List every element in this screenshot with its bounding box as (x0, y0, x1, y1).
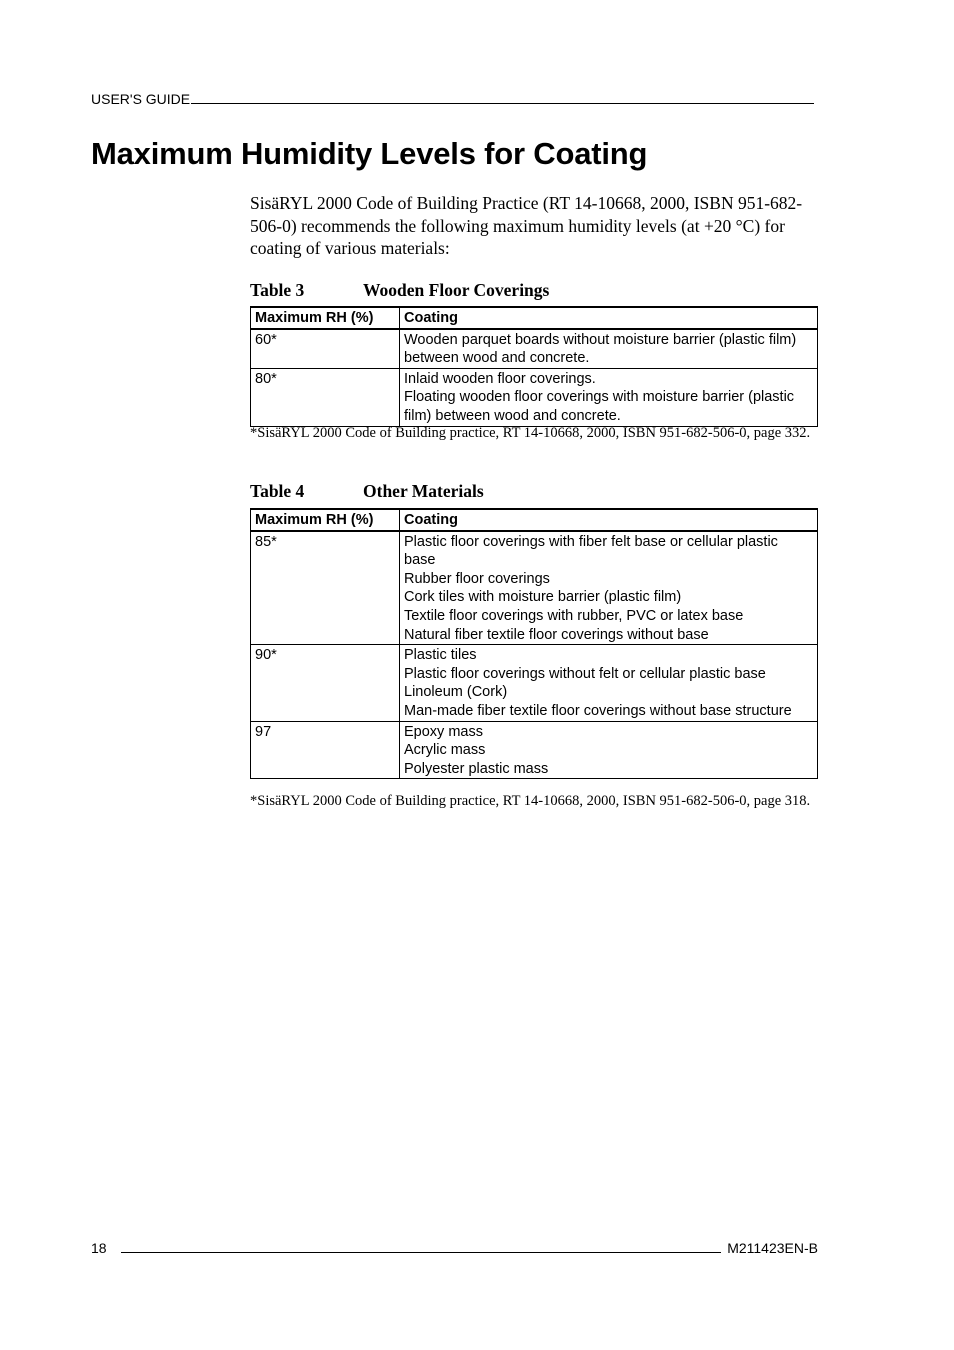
table4-rh-cell: 85* (251, 531, 400, 645)
footer-rule (121, 1251, 722, 1253)
coating-line: Floating wooden floor coverings with moisture barrier (plastic film) between wood and concrete. (404, 389, 795, 424)
table3-coating-cell (400, 329, 818, 369)
coating-line: Inlaid wooden floor coverings. (404, 370, 596, 387)
intro-paragraph: SisäRYL 2000 Code of Building Practice (RT 14-10668, 2000, ISBN 951-682-506-0) recommends the following maximum humidity levels (at +20 °C) for coating of various materials: (250, 193, 803, 258)
page-title: Maximum Humidity Levels for Coating (91, 136, 648, 171)
coating-line: Polyester plastic mass (404, 760, 549, 777)
table4-coating-cell (400, 645, 818, 721)
table4-footnote: *SisäRYL 2000 Code of Building practice, RT 14-10668, 2000, ISBN 951-682-506-0, page 318. (250, 793, 811, 809)
doc-code: M211423EN-B (727, 1240, 818, 1256)
coating-line: Plastic tiles (404, 647, 477, 664)
table3-header-rh: Maximum RH (%) (251, 307, 400, 329)
table-row (251, 531, 818, 645)
coating-line: Plastic floor coverings without felt or cellular plastic base (404, 665, 766, 682)
table4 (250, 508, 818, 779)
table4-header-rh: Maximum RH (%) (251, 509, 400, 531)
coating-line: Wooden parquet boards without moisture barrier (plastic film) between wood and concrete. (404, 331, 797, 367)
table3-header-coating: Coating (400, 307, 818, 329)
table3-footnote: *SisäRYL 2000 Code of Building practice, RT 14-10668, 2000, ISBN 951-682-506-0, page 332. (250, 425, 811, 441)
coating-line: Man-made fiber textile floor coverings without base structure (404, 702, 792, 719)
table3-rh-cell: 60* (251, 329, 400, 369)
table3-rh-cell: 80* (251, 368, 400, 426)
table4-header-row (251, 509, 818, 531)
table3-coating-cell (400, 368, 818, 426)
table4-title: Other Materials (363, 481, 484, 501)
table-row (251, 645, 818, 721)
running-footer (91, 1240, 818, 1256)
coating-line: Plastic floor coverings with fiber felt base or cellular plastic base (404, 533, 778, 569)
coating-line: Natural fiber textile floor coverings without base (404, 626, 709, 643)
table3 (250, 306, 818, 427)
running-header (91, 91, 814, 107)
header-rule (191, 102, 814, 104)
table4-header-coating: Coating (400, 509, 818, 531)
table-row (251, 721, 818, 779)
coating-line: Acrylic mass (404, 742, 486, 759)
table4-coating-cell (400, 721, 818, 779)
table4-caption (250, 481, 484, 502)
table3-title: Wooden Floor Coverings (363, 280, 550, 300)
page-number: 18 (91, 1240, 107, 1256)
coating-line: Epoxy mass (404, 723, 483, 740)
table4-number: Table 4 (250, 481, 305, 501)
table-row (251, 329, 818, 369)
coating-line: Linoleum (Cork) (404, 684, 508, 701)
table4-rh-cell: 90* (251, 645, 400, 721)
table-row (251, 368, 818, 426)
table3-caption (250, 280, 549, 301)
coating-line: Cork tiles with moisture barrier (plastic film) (404, 589, 682, 606)
coating-line: Rubber floor coverings (404, 570, 550, 587)
table4-rh-cell: 97 (251, 721, 400, 779)
table4-coating-cell (400, 531, 818, 645)
coating-line: Textile floor coverings with rubber, PVC or latex base (404, 607, 744, 624)
table3-number: Table 3 (250, 280, 305, 300)
header-title: USER'S GUIDE (91, 91, 191, 107)
table3-header-row (251, 307, 818, 329)
